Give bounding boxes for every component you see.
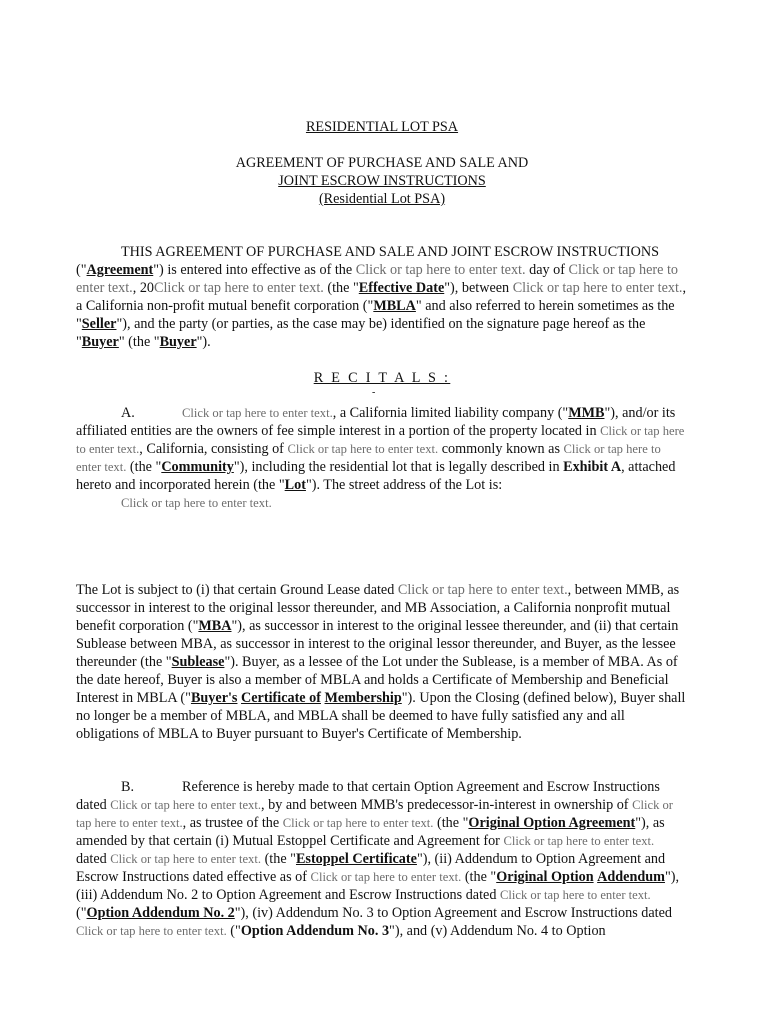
text-placeholder[interactable]: Click or tap here to enter text. (110, 852, 262, 866)
defined-term: Buyer (81, 334, 119, 350)
text-placeholder[interactable]: Click or tap here to enter text. (397, 582, 568, 598)
text-placeholder[interactable]: Click or tap here to enter text. (355, 262, 526, 278)
defined-term: Buyer (159, 334, 197, 350)
defined-term: MBLA (373, 298, 416, 314)
text-placeholder[interactable]: Click or tap here to enter text. (182, 406, 333, 420)
recitals-heading: R E C I T A L S : (313, 370, 451, 386)
recitals-dash: - (372, 387, 376, 398)
defined-term: Agreement (86, 262, 154, 278)
defined-term: Estoppel Certificate (295, 851, 417, 867)
defined-term: Original Option (496, 869, 594, 885)
defined-term: Option Addendum No. 3 (240, 923, 390, 939)
exhibit-reference: Exhibit A (563, 459, 622, 475)
defined-term: Original Option Agreement (468, 815, 636, 831)
text-placeholder[interactable]: Click or tap here to enter text. (499, 888, 651, 902)
text-placeholder[interactable]: Click or tap here to enter text. (76, 442, 661, 474)
intro-paragraph: THIS AGREEMENT OF PURCHASE AND SALE AND JOINT ESCROW INSTRUCTIONS ("Agreement") is entered into effective as of the Click or tap here to enter text. day of Click or tap here to enter text., 20Click or tap here to enter text. (the "Effective Date"), between Click or tap here to enter text., a California non-profit mutual benefit corporation ("MBLA" and also referred to herein sometimes as the "Seller"), and the party (or parties, as the case may be) identified on the signature page hereof as the "Buyer" (the "Buyer"). (76, 244, 687, 350)
defined-term: Effective Date (358, 280, 445, 296)
text-placeholder[interactable]: Click or tap here to enter text. (503, 834, 655, 848)
defined-term: Seller (81, 316, 117, 332)
recital-b-label: B. (121, 779, 135, 795)
defined-term: Addendum (597, 869, 665, 885)
document-subtitle (76, 154, 688, 208)
defined-term: Certificate of (241, 690, 321, 706)
street-address-placeholder[interactable]: Click or tap here to enter text. (121, 496, 272, 510)
text-placeholder[interactable]: Click or tap here to enter text. (76, 424, 685, 456)
text-placeholder[interactable]: Click or tap here to enter text. (282, 816, 434, 830)
lot-subject-paragraph: The Lot is subject to (i) that certain Ground Lease dated Click or tap here to enter text., between MMB, as successor in interest to the original lessor thereunder, and MB Association, a California nonprofit mutual benefit corporation ("MBA"), as successor in interest to the original lessee thereunder, and (ii) that certain Sublease between MBA, as successor in interest to the original lessor thereunder, and Buyer, as the lessee thereunder (the "Sublease"). Buyer, as a lessee of the Lot under the Sublease, is a member of MBA. As of the date hereof, Buyer is also a member of MBLA and holds a Certificate of Membership and Beneficial Interest in MBLA ("Buyer's Certificate of Membership"). Upon the Closing (defined below), Buyer shall no longer be a member of MBLA, and MBLA shall be deemed to have fully satisfied any and all obligations of MBLA to Buyer pursuant to Buyer's Certificate of Membership. (76, 582, 686, 742)
text-placeholder[interactable]: Click or tap here to enter text. (310, 870, 462, 884)
defined-term: Buyer's (190, 690, 238, 706)
text-placeholder[interactable]: Click or tap here to enter text. (287, 442, 439, 456)
text-placeholder[interactable]: Click or tap here to enter text. (76, 924, 227, 938)
defined-term: Lot (284, 477, 306, 493)
subtitle-line-2: JOINT ESCROW INSTRUCTIONS (278, 173, 486, 189)
text-placeholder[interactable]: Click or tap here to enter text. (76, 262, 679, 296)
defined-term: MMB (568, 405, 605, 421)
defined-term: Community (161, 459, 234, 475)
recital-a-paragraph: A. Click or tap here to enter text., a California limited liability company ("MMB"), and/or its affiliated entities are the owners of fee simple interest in a portion of the property located in Click or tap here to enter text., California, consisting of Click or tap here to enter text. commonly known as Click or tap here to enter text. (the "Community"), including the residential lot that is legally described in Exhibit A, attached hereto and incorporated herein (the "Lot"). The street address of the Lot is: Click or tap here to enter text. (76, 405, 685, 510)
recital-a-label: A. (121, 405, 135, 421)
defined-term: MBA (198, 618, 232, 634)
text-placeholder[interactable]: Click or tap here to enter text. (512, 280, 683, 296)
text-placeholder[interactable]: Click or tap here to enter text. (154, 280, 324, 296)
defined-term: Membership (324, 690, 402, 706)
defined-term: Option Addendum No. 2 (86, 905, 235, 921)
document-title (76, 118, 688, 136)
text-placeholder[interactable]: Click or tap here to enter text. (110, 798, 262, 812)
subtitle-line-1: AGREEMENT OF PURCHASE AND SALE AND (235, 155, 529, 171)
recital-b-paragraph: B. Reference is hereby made to that certain Option Agreement and Escrow Instructions dated Click or tap here to enter text., by and between MMB's predecessor-in-interest in ownership of Click or tap here to enter text., as trustee of the Click or tap here to enter text. (the "Original Option Agreement"), as amended by that certain (i) Mutual Estoppel Certificate and Agreement for Click or tap here to enter text. dated Click or tap here to enter text. (the "Estoppel Certificate"), (ii) Addendum to Option Agreement and Escrow Instructions dated effective as of Click or tap here to enter text. (the "Original Option Addendum"), (iii) Addendum No. 2 to Option Agreement and Escrow Instructions dated Click or tap here to enter text. ("Option Addendum No. 2"), (iv) Addendum No. 3 to Option Agreement and Escrow Instructions dated Click or tap here to enter text. ("Option Addendum No. 3"), and (v) Addendum No. 4 to Option (76, 779, 680, 939)
text-placeholder[interactable]: Click or tap here to enter text. (76, 798, 674, 830)
defined-term: Sublease (171, 654, 225, 670)
title-text: RESIDENTIAL LOT PSA (305, 119, 459, 135)
subtitle-line-3: (Residential Lot PSA) (318, 191, 446, 207)
